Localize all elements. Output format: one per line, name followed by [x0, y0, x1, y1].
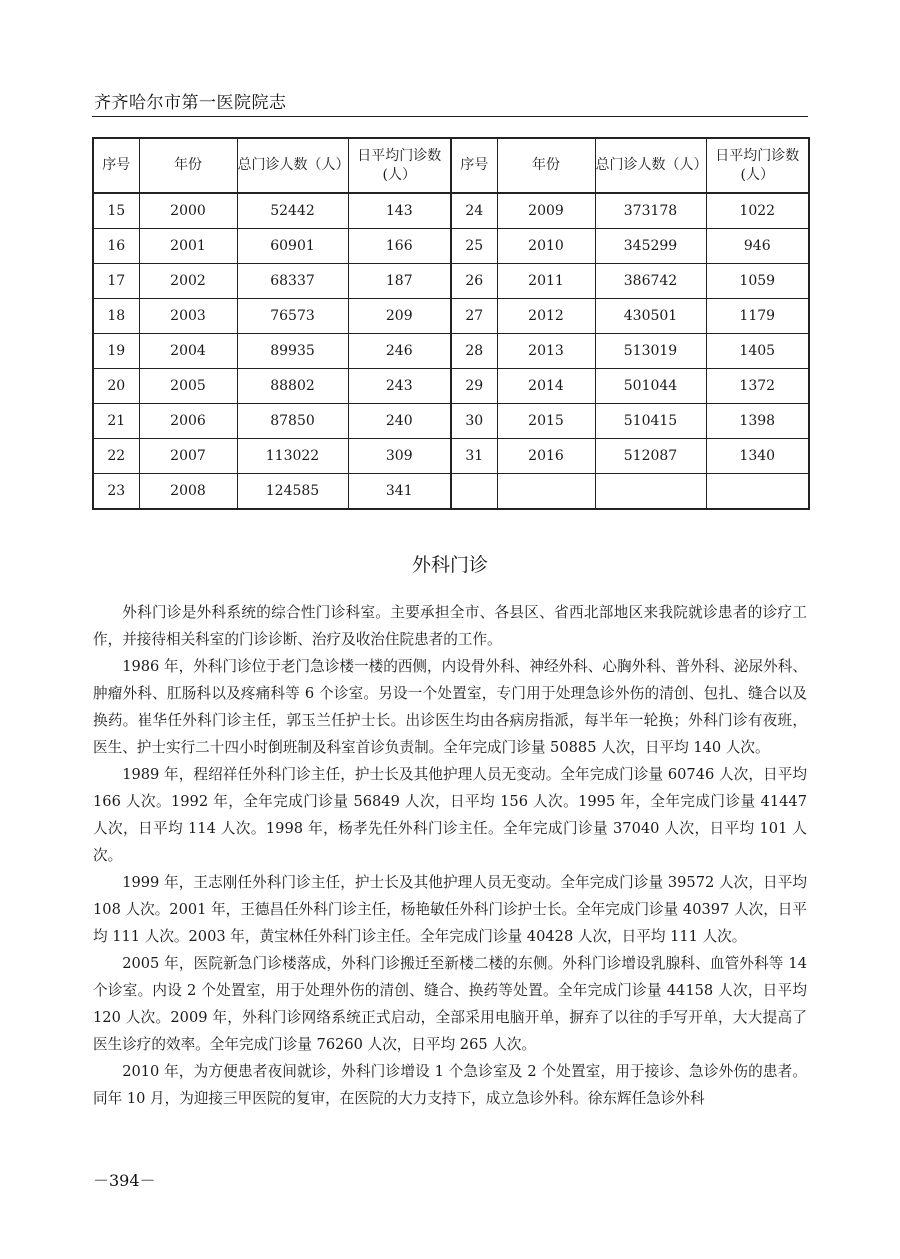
- column-header: 年份: [139, 138, 237, 193]
- cell-no: 24: [451, 193, 497, 229]
- table-row: [93, 193, 809, 229]
- cell-total: 68337: [237, 264, 348, 299]
- cell-no: 17: [93, 264, 139, 299]
- column-header: 日平均门诊数(人）: [706, 138, 809, 193]
- table-row: [93, 229, 809, 264]
- cell-year: 2001: [139, 229, 237, 264]
- column-header: 年份: [497, 138, 595, 193]
- page-number: －394－: [93, 1171, 156, 1190]
- cell-year: 2004: [139, 334, 237, 369]
- paragraph: 2010 年，为方便患者夜间就诊，外科门诊增设 1 个急诊室及 2 个处置室，用于接诊、急诊外伤的患者。同年 10 月，为迎接三甲医院的复审，在医院的大力支持下，成立急诊外科。徐东辉任急诊外科: [93, 1063, 807, 1107]
- cell-total: 430501: [595, 299, 706, 334]
- cell-no: 20: [93, 369, 139, 404]
- cell-total: 88802: [237, 369, 348, 404]
- cell-no: 22: [93, 439, 139, 474]
- cell-daily: 1022: [706, 193, 809, 229]
- cell-daily: 166: [348, 229, 451, 264]
- cell-no: 31: [451, 439, 497, 474]
- cell-total: 76573: [237, 299, 348, 334]
- cell-total: 89935: [237, 334, 348, 369]
- cell-year: 2005: [139, 369, 237, 404]
- cell-year: 2006: [139, 404, 237, 439]
- empty-cell: [451, 474, 497, 510]
- outpatient-statistics-table: [92, 137, 810, 510]
- cell-daily: 341: [348, 474, 451, 510]
- cell-no: 16: [93, 229, 139, 264]
- table-row: [93, 404, 809, 439]
- header-rule: [92, 116, 808, 117]
- cell-year: 2003: [139, 299, 237, 334]
- empty-cell: [497, 474, 595, 510]
- cell-year: 2009: [497, 193, 595, 229]
- paragraph: 1989 年，程绍祥任外科门诊主任，护士长及其他护理人员无变动。全年完成门诊量 60746 人次，日平均 166 人次。1992 年，全年完成门诊量 56849 人次，日平均 156 人次。1995 年，全年完成门诊量 41447 人次，日平均 114 人次。1998 年，杨孝先任外科门诊主任。全年完成门诊量 37040 人次，日平均 101 人次。: [93, 766, 807, 864]
- cell-total: 87850: [237, 404, 348, 439]
- column-header: 总门诊人数（人）: [595, 138, 706, 193]
- cell-no: 19: [93, 334, 139, 369]
- running-header: 齐齐哈尔市第一医院院志: [94, 93, 287, 113]
- cell-year: 2011: [497, 264, 595, 299]
- cell-no: 27: [451, 299, 497, 334]
- cell-daily: 143: [348, 193, 451, 229]
- cell-total: 345299: [595, 229, 706, 264]
- cell-year: 2000: [139, 193, 237, 229]
- cell-daily: 209: [348, 299, 451, 334]
- cell-no: 25: [451, 229, 497, 264]
- table-row: [93, 299, 809, 334]
- column-header: 序号: [93, 138, 139, 193]
- cell-no: 21: [93, 404, 139, 439]
- cell-year: 2013: [497, 334, 595, 369]
- cell-year: 2012: [497, 299, 595, 334]
- cell-year: 2016: [497, 439, 595, 474]
- cell-total: 386742: [595, 264, 706, 299]
- cell-no: 18: [93, 299, 139, 334]
- cell-total: 52442: [237, 193, 348, 229]
- table-row: [93, 439, 809, 474]
- cell-daily: 1372: [706, 369, 809, 404]
- cell-daily: 243: [348, 369, 451, 404]
- column-header: 日平均门诊数(人）: [348, 138, 451, 193]
- column-header: 总门诊人数（人）: [237, 138, 348, 193]
- cell-daily: 1398: [706, 404, 809, 439]
- cell-total: 373178: [595, 193, 706, 229]
- cell-total: 124585: [237, 474, 348, 510]
- cell-no: 30: [451, 404, 497, 439]
- cell-no: 26: [451, 264, 497, 299]
- cell-year: 2010: [497, 229, 595, 264]
- cell-daily: 1340: [706, 439, 809, 474]
- cell-daily: 946: [706, 229, 809, 264]
- table-row: [93, 474, 809, 510]
- cell-no: 15: [93, 193, 139, 229]
- empty-cell: [595, 474, 706, 510]
- cell-year: 2008: [139, 474, 237, 510]
- cell-daily: 240: [348, 404, 451, 439]
- paragraph: 1986 年，外科门诊位于老门急诊楼一楼的西侧，内设骨外科、神经外科、心胸外科、普外科、泌尿外科、肿瘤外科、肛肠科以及疼痛科等 6 个诊室。另设一个处置室，专门用于处理急诊外伤的清创、包扎、缝合以及换药。崔华任外科门诊主任，郭玉兰任护士长。出诊医生均由各病房指派，每半年一轮换；外科门诊有夜班，医生、护士实行二十四小时倒班制及科室首诊负责制。全年完成门诊量 50885 人次，日平均 140 人次。: [93, 658, 807, 756]
- paragraph: 外科门诊是外科系统的综合性门诊科室。主要承担全市、各县区、省西北部地区来我院就诊患者的诊疗工作，并接待相关科室的门诊诊断、治疗及收治住院患者的工作。: [93, 604, 807, 648]
- cell-daily: 1059: [706, 264, 809, 299]
- paragraph: 1999 年，王志刚任外科门诊主任，护士长及其他护理人员无变动。全年完成门诊量 39572 人次，日平均 108 人次。2001 年，王德昌任外科门诊主任，杨艳敏任外科门诊护士长。全年完成门诊量 40397 人次，日平均 111 人次。2003 年，黄宝林任外科门诊主任。全年完成门诊量 40428 人次，日平均 111 人次。: [93, 874, 807, 945]
- cell-total: 510415: [595, 404, 706, 439]
- cell-daily: 1179: [706, 299, 809, 334]
- cell-year: 2007: [139, 439, 237, 474]
- cell-total: 60901: [237, 229, 348, 264]
- paragraph: 2005 年，医院新急门诊楼落成，外科门诊搬迁至新楼二楼的东侧。外科门诊增设乳腺科、血管外科等 14 个诊室。内设 2 个处置室，用于处理外伤的清创、缝合、换药等处置。全年完成门诊量 44158 人次，日平均 120 人次。2009 年，外科门诊网络系统正式启动，全部采用电脑开单，摒弃了以往的手写开单，大大提高了医生诊疗的效率。全年完成门诊量 76260 人次，日平均 265 人次。: [93, 955, 807, 1053]
- cell-no: 29: [451, 369, 497, 404]
- table-row: [93, 369, 809, 404]
- table-header-row: [93, 138, 809, 193]
- section-title: 外科门诊: [411, 554, 488, 576]
- cell-no: 28: [451, 334, 497, 369]
- empty-cell: [706, 474, 809, 510]
- column-header: 序号: [451, 138, 497, 193]
- cell-total: 501044: [595, 369, 706, 404]
- cell-daily: 309: [348, 439, 451, 474]
- cell-year: 2014: [497, 369, 595, 404]
- cell-total: 113022: [237, 439, 348, 474]
- cell-daily: 1405: [706, 334, 809, 369]
- table-row: [93, 264, 809, 299]
- section-body: [93, 599, 807, 1112]
- cell-total: 512087: [595, 439, 706, 474]
- cell-daily: 246: [348, 334, 451, 369]
- cell-year: 2002: [139, 264, 237, 299]
- cell-daily: 187: [348, 264, 451, 299]
- table-row: [93, 334, 809, 369]
- cell-total: 513019: [595, 334, 706, 369]
- cell-year: 2015: [497, 404, 595, 439]
- cell-no: 23: [93, 474, 139, 510]
